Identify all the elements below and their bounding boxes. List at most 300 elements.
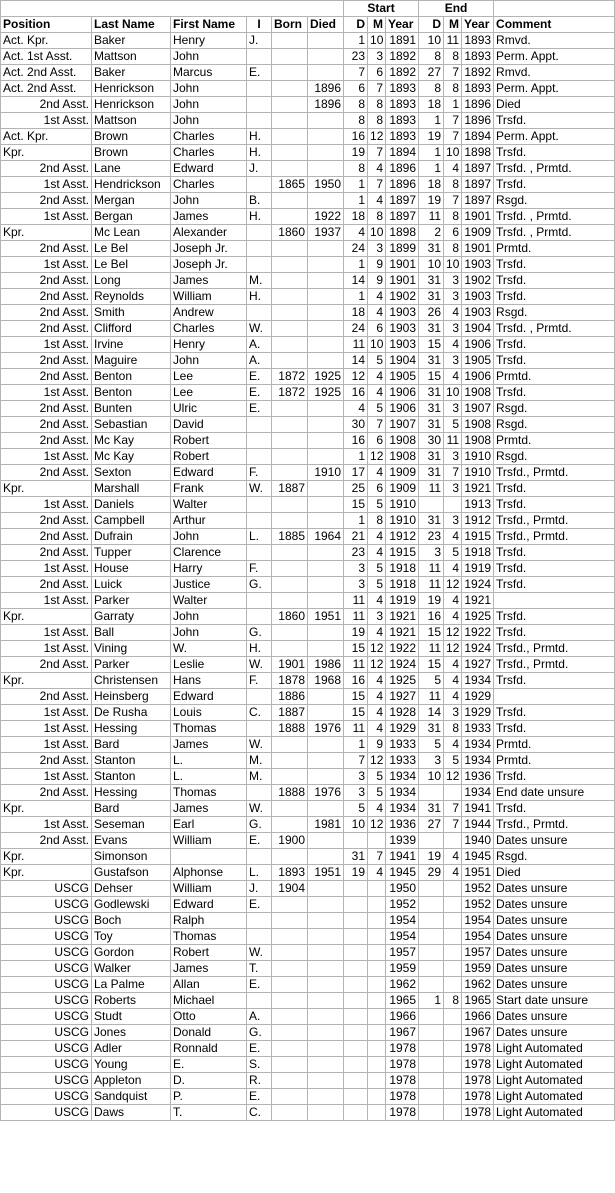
cell-first-name: James xyxy=(171,737,247,753)
cell-last-name: Irvine xyxy=(92,337,171,353)
cell-last-name: Hendrickson xyxy=(92,177,171,193)
cell-start-year: 1978 xyxy=(386,1057,419,1073)
cell-first-name: James xyxy=(171,273,247,289)
cell-first-name: Walter xyxy=(171,497,247,513)
cell-initial xyxy=(247,241,272,257)
cell-died: 1951 xyxy=(308,609,344,625)
cell-end-year: 1904 xyxy=(462,321,494,337)
cell-comment: Trsfd., Prmtd. xyxy=(494,657,615,673)
cell-first-name: John xyxy=(171,529,247,545)
cell-start-year: 1929 xyxy=(386,721,419,737)
cell-died: 1910 xyxy=(308,465,344,481)
header-blank xyxy=(1,1,344,17)
cell-died: 1976 xyxy=(308,721,344,737)
cell-start-month: 9 xyxy=(368,257,386,273)
cell-born xyxy=(272,401,308,417)
cell-last-name: Baker xyxy=(92,33,171,49)
cell-first-name: Michael xyxy=(171,993,247,1009)
cell-died xyxy=(308,1089,344,1105)
cell-start-day: 3 xyxy=(344,785,368,801)
cell-end-month: 4 xyxy=(444,737,462,753)
cell-start-month: 6 xyxy=(368,481,386,497)
cell-comment: Trsfd., Prmtd. xyxy=(494,641,615,657)
cell-start-year: 1897 xyxy=(386,209,419,225)
cell-born xyxy=(272,97,308,113)
cell-end-day: 31 xyxy=(419,241,444,257)
cell-position: 2nd Asst. xyxy=(1,577,92,593)
cell-start-month: 5 xyxy=(368,785,386,801)
cell-end-year: 1957 xyxy=(462,945,494,961)
cell-initial: F. xyxy=(247,465,272,481)
cell-end-year: 1908 xyxy=(462,385,494,401)
cell-initial: E. xyxy=(247,401,272,417)
table-row xyxy=(1,849,615,865)
cell-start-year: 1918 xyxy=(386,577,419,593)
cell-start-day: 1 xyxy=(344,33,368,49)
cell-died: 1951 xyxy=(308,865,344,881)
cell-comment: Start date unsure xyxy=(494,993,615,1009)
cell-initial: W. xyxy=(247,321,272,337)
cell-first-name: Walter xyxy=(171,593,247,609)
cell-start-month: 4 xyxy=(368,289,386,305)
table-row xyxy=(1,913,615,929)
cell-start-month: 7 xyxy=(368,81,386,97)
cell-initial: H. xyxy=(247,145,272,161)
cell-died xyxy=(308,769,344,785)
cell-start-month: 3 xyxy=(368,609,386,625)
cell-start-year: 1919 xyxy=(386,593,419,609)
cell-comment: Rmvd. xyxy=(494,65,615,81)
cell-died xyxy=(308,433,344,449)
cell-end-month xyxy=(444,945,462,961)
cell-died xyxy=(308,257,344,273)
cell-start-day: 3 xyxy=(344,769,368,785)
table-row xyxy=(1,481,615,497)
cell-first-name: Harry xyxy=(171,561,247,577)
cell-end-year: 1901 xyxy=(462,241,494,257)
cell-comment: Trsfd., Prmtd. xyxy=(494,465,615,481)
cell-end-month: 4 xyxy=(444,609,462,625)
cell-born xyxy=(272,849,308,865)
table-row xyxy=(1,545,615,561)
cell-died xyxy=(308,929,344,945)
cell-start-month: 12 xyxy=(368,449,386,465)
cell-position: 1st Asst. xyxy=(1,641,92,657)
cell-end-day: 19 xyxy=(419,849,444,865)
cell-died xyxy=(308,977,344,993)
cell-end-month: 8 xyxy=(444,241,462,257)
cell-start-month: 6 xyxy=(368,433,386,449)
cell-end-month xyxy=(444,913,462,929)
cell-start-day: 31 xyxy=(344,849,368,865)
cell-start-year: 1934 xyxy=(386,769,419,785)
cell-born xyxy=(272,561,308,577)
cell-born xyxy=(272,1057,308,1073)
cell-start-year: 1896 xyxy=(386,161,419,177)
cell-died xyxy=(308,913,344,929)
cell-start-year: 1922 xyxy=(386,641,419,657)
cell-born: 1904 xyxy=(272,881,308,897)
cell-end-month: 4 xyxy=(444,689,462,705)
cell-end-day: 31 xyxy=(419,401,444,417)
cell-initial xyxy=(247,849,272,865)
cell-last-name: Vining xyxy=(92,641,171,657)
cell-born: 1893 xyxy=(272,865,308,881)
cell-last-name: Sandquist xyxy=(92,1089,171,1105)
cell-last-name: Long xyxy=(92,273,171,289)
cell-last-name: Maguire xyxy=(92,353,171,369)
cell-end-month: 4 xyxy=(444,593,462,609)
cell-comment: Trsfd. , Prmtd. xyxy=(494,209,615,225)
cell-start-day xyxy=(344,977,368,993)
cell-comment: Trsfd. xyxy=(494,609,615,625)
col-start-month: M xyxy=(368,17,386,33)
cell-start-year: 1907 xyxy=(386,417,419,433)
cell-last-name: Hessing xyxy=(92,785,171,801)
cell-first-name: James xyxy=(171,961,247,977)
cell-end-year: 1897 xyxy=(462,193,494,209)
cell-comment: Dates unsure xyxy=(494,961,615,977)
cell-end-month: 5 xyxy=(444,545,462,561)
cell-comment: Prmtd. xyxy=(494,737,615,753)
cell-comment: Prmtd. xyxy=(494,753,615,769)
cell-start-month: 12 xyxy=(368,657,386,673)
cell-position: 2nd Asst. xyxy=(1,401,92,417)
cell-end-year: 1941 xyxy=(462,801,494,817)
cell-last-name: Campbell xyxy=(92,513,171,529)
cell-died xyxy=(308,945,344,961)
cell-start-month: 6 xyxy=(368,321,386,337)
cell-last-name: Dehser xyxy=(92,881,171,897)
cell-first-name: Ronnald xyxy=(171,1041,247,1057)
cell-start-year: 1965 xyxy=(386,993,419,1009)
cell-born xyxy=(272,273,308,289)
cell-initial: T. xyxy=(247,961,272,977)
cell-died xyxy=(308,497,344,513)
cell-comment: Trsfd. xyxy=(494,769,615,785)
col-end-year: Year xyxy=(462,17,494,33)
table-row xyxy=(1,337,615,353)
cell-died xyxy=(308,1073,344,1089)
cell-end-day xyxy=(419,1025,444,1041)
cell-end-year: 1945 xyxy=(462,849,494,865)
cell-initial: B. xyxy=(247,193,272,209)
cell-initial xyxy=(247,113,272,129)
cell-comment: Trsfd. xyxy=(494,625,615,641)
cell-position: Act. Kpr. xyxy=(1,33,92,49)
cell-end-day: 27 xyxy=(419,817,444,833)
cell-last-name: Mergan xyxy=(92,193,171,209)
cell-start-day xyxy=(344,993,368,1009)
cell-start-month xyxy=(368,1057,386,1073)
cell-start-day xyxy=(344,1057,368,1073)
cell-first-name: L. xyxy=(171,769,247,785)
cell-position: 2nd Asst. xyxy=(1,289,92,305)
cell-died xyxy=(308,961,344,977)
cell-comment: Dates unsure xyxy=(494,1025,615,1041)
cell-born xyxy=(272,593,308,609)
cell-end-year: 1897 xyxy=(462,161,494,177)
col-start-day: D xyxy=(344,17,368,33)
cell-initial xyxy=(247,177,272,193)
cell-initial: F. xyxy=(247,673,272,689)
cell-start-year: 1892 xyxy=(386,49,419,65)
cell-position: 1st Asst. xyxy=(1,705,92,721)
cell-first-name: Edward xyxy=(171,689,247,705)
cell-died: 1981 xyxy=(308,817,344,833)
cell-end-month: 8 xyxy=(444,49,462,65)
cell-died xyxy=(308,641,344,657)
header-blank-comment xyxy=(494,1,615,17)
cell-position: Kpr. xyxy=(1,849,92,865)
cell-born: 1900 xyxy=(272,833,308,849)
cell-end-year: 1978 xyxy=(462,1089,494,1105)
cell-initial: W. xyxy=(247,657,272,673)
cell-end-year: 1933 xyxy=(462,721,494,737)
cell-start-month: 3 xyxy=(368,49,386,65)
cell-start-day: 30 xyxy=(344,417,368,433)
cell-last-name: Mattson xyxy=(92,49,171,65)
cell-first-name: Leslie xyxy=(171,657,247,673)
cell-start-day: 7 xyxy=(344,753,368,769)
cell-end-month: 4 xyxy=(444,369,462,385)
cell-start-year: 1903 xyxy=(386,321,419,337)
cell-position: Kpr. xyxy=(1,801,92,817)
cell-first-name: Lee xyxy=(171,369,247,385)
cell-end-month xyxy=(444,897,462,913)
cell-start-day xyxy=(344,1089,368,1105)
header-column-row xyxy=(1,17,615,33)
cell-born xyxy=(272,625,308,641)
cell-last-name: Benton xyxy=(92,385,171,401)
cell-end-month xyxy=(444,881,462,897)
cell-end-day: 3 xyxy=(419,753,444,769)
cell-start-month: 4 xyxy=(368,465,386,481)
cell-end-day: 14 xyxy=(419,705,444,721)
cell-first-name: John xyxy=(171,97,247,113)
cell-start-month: 4 xyxy=(368,625,386,641)
cell-born xyxy=(272,577,308,593)
cell-died: 1986 xyxy=(308,657,344,673)
cell-end-month: 12 xyxy=(444,641,462,657)
cell-died xyxy=(308,993,344,1009)
cell-initial xyxy=(247,721,272,737)
cell-start-month: 7 xyxy=(368,145,386,161)
cell-start-month: 5 xyxy=(368,353,386,369)
cell-initial xyxy=(247,689,272,705)
cell-comment: Trsfd. xyxy=(494,673,615,689)
cell-start-month xyxy=(368,993,386,1009)
cell-start-year: 1957 xyxy=(386,945,419,961)
cell-position: USCG xyxy=(1,1105,92,1121)
cell-end-day: 29 xyxy=(419,865,444,881)
table-row xyxy=(1,449,615,465)
cell-start-year: 1952 xyxy=(386,897,419,913)
cell-last-name: House xyxy=(92,561,171,577)
cell-end-month: 8 xyxy=(444,81,462,97)
cell-end-month xyxy=(444,1009,462,1025)
cell-start-day: 15 xyxy=(344,497,368,513)
cell-born xyxy=(272,513,308,529)
cell-start-year: 1901 xyxy=(386,257,419,273)
cell-start-year: 1978 xyxy=(386,1089,419,1105)
cell-start-day: 17 xyxy=(344,465,368,481)
cell-end-year: 1903 xyxy=(462,289,494,305)
cell-end-month: 3 xyxy=(444,353,462,369)
cell-end-year: 1978 xyxy=(462,1057,494,1073)
cell-position: 2nd Asst. xyxy=(1,161,92,177)
cell-start-day: 12 xyxy=(344,369,368,385)
cell-start-day: 21 xyxy=(344,529,368,545)
cell-end-year: 1921 xyxy=(462,481,494,497)
cell-born xyxy=(272,129,308,145)
cell-end-month: 10 xyxy=(444,145,462,161)
cell-start-year: 1978 xyxy=(386,1041,419,1057)
cell-start-year: 1903 xyxy=(386,305,419,321)
cell-born: 1887 xyxy=(272,481,308,497)
cell-end-year: 1907 xyxy=(462,401,494,417)
cell-born xyxy=(272,145,308,161)
cell-last-name: Bard xyxy=(92,737,171,753)
cell-position: USCG xyxy=(1,1057,92,1073)
cell-born xyxy=(272,241,308,257)
cell-comment: Light Automated xyxy=(494,1041,615,1057)
table-row xyxy=(1,1057,615,1073)
cell-end-month xyxy=(444,977,462,993)
cell-start-month: 4 xyxy=(368,369,386,385)
cell-position: 2nd Asst. xyxy=(1,353,92,369)
cell-start-month: 10 xyxy=(368,33,386,49)
cell-first-name: Donald xyxy=(171,1025,247,1041)
cell-comment: Trsfd. , Prmtd. xyxy=(494,321,615,337)
cell-born xyxy=(272,1009,308,1025)
cell-initial: H. xyxy=(247,641,272,657)
cell-start-day xyxy=(344,961,368,977)
cell-position: 2nd Asst. xyxy=(1,369,92,385)
cell-end-day: 16 xyxy=(419,609,444,625)
cell-start-year: 1904 xyxy=(386,353,419,369)
cell-end-month: 11 xyxy=(444,433,462,449)
table-row xyxy=(1,737,615,753)
cell-end-day xyxy=(419,977,444,993)
cell-last-name: Simonson xyxy=(92,849,171,865)
table-row xyxy=(1,385,615,401)
cell-last-name: Heinsberg xyxy=(92,689,171,705)
table-row xyxy=(1,593,615,609)
cell-born: 1860 xyxy=(272,225,308,241)
cell-end-day: 5 xyxy=(419,673,444,689)
col-first-name: First Name xyxy=(171,17,247,33)
cell-start-day xyxy=(344,1105,368,1121)
cell-start-year: 1939 xyxy=(386,833,419,849)
cell-position: USCG xyxy=(1,1073,92,1089)
cell-start-month: 9 xyxy=(368,737,386,753)
table-row xyxy=(1,145,615,161)
cell-position: Kpr. xyxy=(1,225,92,241)
cell-start-month: 4 xyxy=(368,193,386,209)
cell-end-day xyxy=(419,1073,444,1089)
cell-comment: Rsgd. xyxy=(494,417,615,433)
cell-initial: E. xyxy=(247,833,272,849)
cell-end-year: 1922 xyxy=(462,625,494,641)
cell-start-day: 16 xyxy=(344,673,368,689)
cell-start-day: 10 xyxy=(344,817,368,833)
cell-start-month: 4 xyxy=(368,673,386,689)
cell-end-month: 7 xyxy=(444,817,462,833)
cell-end-month: 4 xyxy=(444,561,462,577)
cell-last-name: Young xyxy=(92,1057,171,1073)
cell-end-year: 1906 xyxy=(462,369,494,385)
cell-comment: Died xyxy=(494,97,615,113)
cell-start-month xyxy=(368,945,386,961)
cell-initial xyxy=(247,81,272,97)
cell-died xyxy=(308,337,344,353)
table-row xyxy=(1,353,615,369)
table-row xyxy=(1,81,615,97)
cell-last-name: Luick xyxy=(92,577,171,593)
cell-died: 1925 xyxy=(308,369,344,385)
cell-initial: A. xyxy=(247,353,272,369)
cell-position: Act. Kpr. xyxy=(1,129,92,145)
cell-first-name: Alexander xyxy=(171,225,247,241)
cell-start-day xyxy=(344,1025,368,1041)
cell-end-year: 1929 xyxy=(462,705,494,721)
cell-last-name: Seseman xyxy=(92,817,171,833)
cell-first-name: James xyxy=(171,801,247,817)
cell-initial xyxy=(247,993,272,1009)
cell-position: 2nd Asst. xyxy=(1,753,92,769)
cell-died xyxy=(308,753,344,769)
cell-end-year: 1934 xyxy=(462,737,494,753)
cell-start-year: 1915 xyxy=(386,545,419,561)
cell-born xyxy=(272,801,308,817)
cell-first-name: Ulric xyxy=(171,401,247,417)
cell-died xyxy=(308,593,344,609)
cell-end-day: 31 xyxy=(419,273,444,289)
cell-comment: Light Automated xyxy=(494,1105,615,1121)
cell-start-day: 11 xyxy=(344,721,368,737)
cell-position: 2nd Asst. xyxy=(1,273,92,289)
cell-last-name: Mc Lean xyxy=(92,225,171,241)
cell-comment: Dates unsure xyxy=(494,833,615,849)
cell-end-day: 31 xyxy=(419,721,444,737)
cell-position: USCG xyxy=(1,913,92,929)
cell-died xyxy=(308,65,344,81)
cell-last-name: Dufrain xyxy=(92,529,171,545)
cell-end-month xyxy=(444,1073,462,1089)
cell-start-year: 1906 xyxy=(386,401,419,417)
cell-born xyxy=(272,929,308,945)
cell-born: 1872 xyxy=(272,385,308,401)
cell-start-year: 1905 xyxy=(386,369,419,385)
cell-start-year: 1901 xyxy=(386,273,419,289)
cell-initial xyxy=(247,785,272,801)
cell-start-day xyxy=(344,881,368,897)
cell-first-name: Charles xyxy=(171,129,247,145)
cell-died xyxy=(308,129,344,145)
cell-end-year: 1978 xyxy=(462,1041,494,1057)
cell-initial: H. xyxy=(247,209,272,225)
cell-comment: End date unsure xyxy=(494,785,615,801)
cell-died xyxy=(308,353,344,369)
cell-comment: Trsfd. xyxy=(494,273,615,289)
cell-initial: J. xyxy=(247,33,272,49)
table-row xyxy=(1,705,615,721)
cell-end-month xyxy=(444,833,462,849)
cell-died xyxy=(308,161,344,177)
cell-first-name: Arthur xyxy=(171,513,247,529)
cell-start-day: 16 xyxy=(344,129,368,145)
